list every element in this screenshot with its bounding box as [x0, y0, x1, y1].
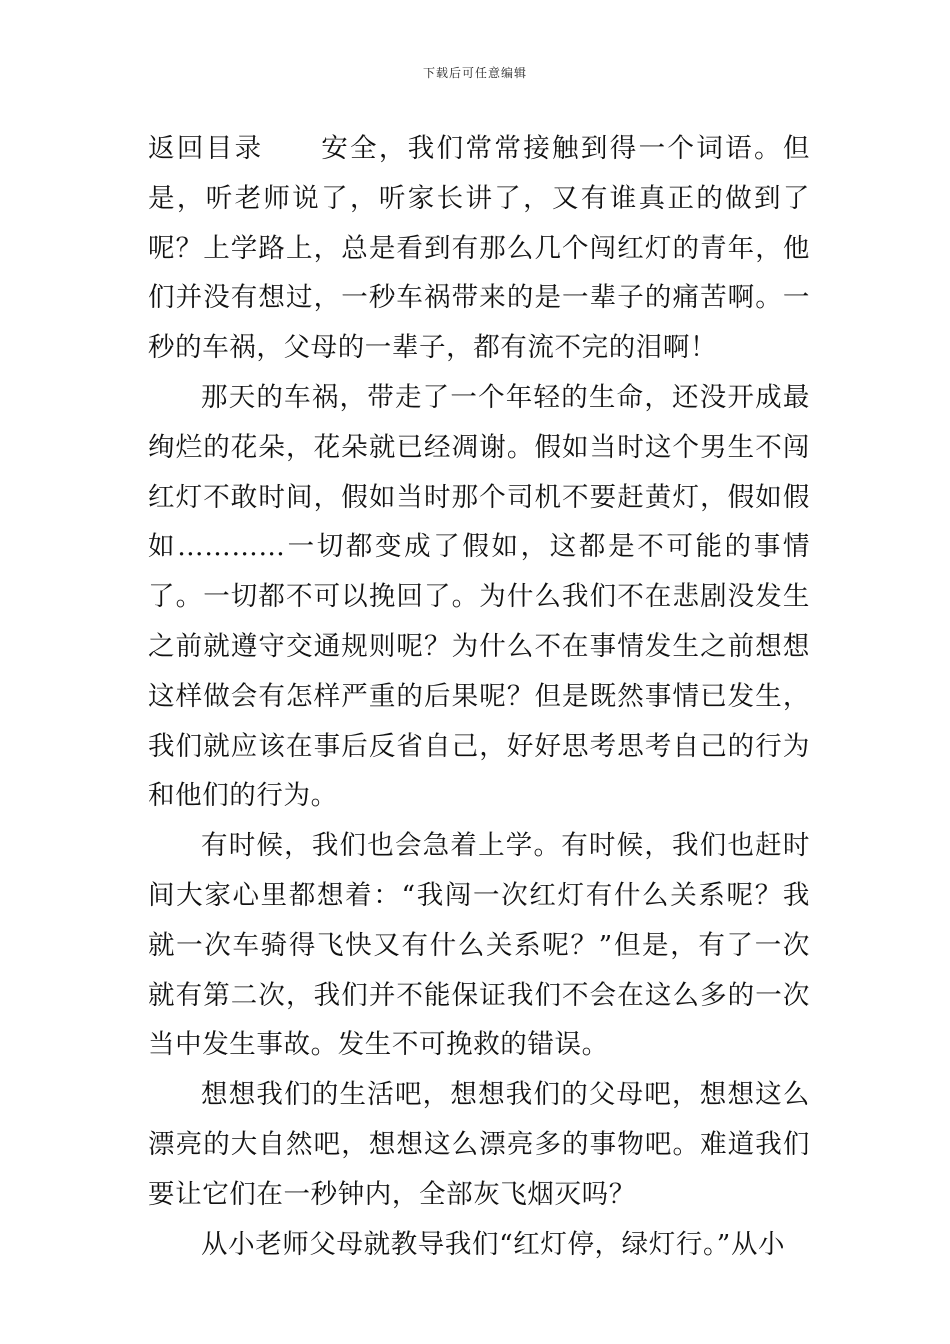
- paragraph-1: [148, 124, 810, 373]
- article-body: [148, 124, 810, 1269]
- paragraph-5: 从小老师父母就教导我们“红灯停，绿灯行。”从小: [201, 1228, 786, 1260]
- paragraph-3: 有时候，我们也会急着上学。有时候，我们也赶时间大家心里都想着：“我闯一次红灯有什么关系呢？我就一次车骑得飞快又有什么关系呢？”但是，有了一次就有第二次，我们并不能保证我们不会在这么多的一次当中发生事故。发生不可挽救的错误。: [148, 830, 810, 1061]
- paragraph-2: 那天的车祸，带走了一个年轻的生命，还没开成最绚烂的花朵，花朵就已经凋谢。假如当时这个男生不闯红灯不敢时间，假如当时那个司机不要赶黄灯，假如假如…………一切都变成了假如，这都是不可能的事情了。一切都不可以挽回了。为什么我们不在悲剧没发生之前就遵守交通规则呢？为什么不在事情发生之前想想这样做会有怎样严重的后果呢？但是既然事情已发生，我们就应该在事后反省自己，好好思考思考自己的行为和他们的行为。: [148, 381, 810, 812]
- page-header: 下载后可任意编辑: [422, 66, 527, 80]
- paragraph-4: 想想我们的生活吧，想想我们的父母吧，想想这么漂亮的大自然吧，想想这么漂亮多的事物吧。难道我们要让它们在一秒钟内，全部灰飞烟灭吗？: [148, 1079, 810, 1210]
- paragraph-1-text: 安全，我们常常接触到得一个词语。但是，听老师说了，听家长讲了，又有谁真正的做到了呢？上学路上，总是看到有那么几个闯红灯的青年，他们并没有想过，一秒车祸带来的是一辈子的痛苦啊。一秒的车祸，父母的一辈子，都有流不完的泪啊！: [148, 133, 811, 364]
- back-to-contents-link[interactable]: 返回目录: [148, 133, 264, 164]
